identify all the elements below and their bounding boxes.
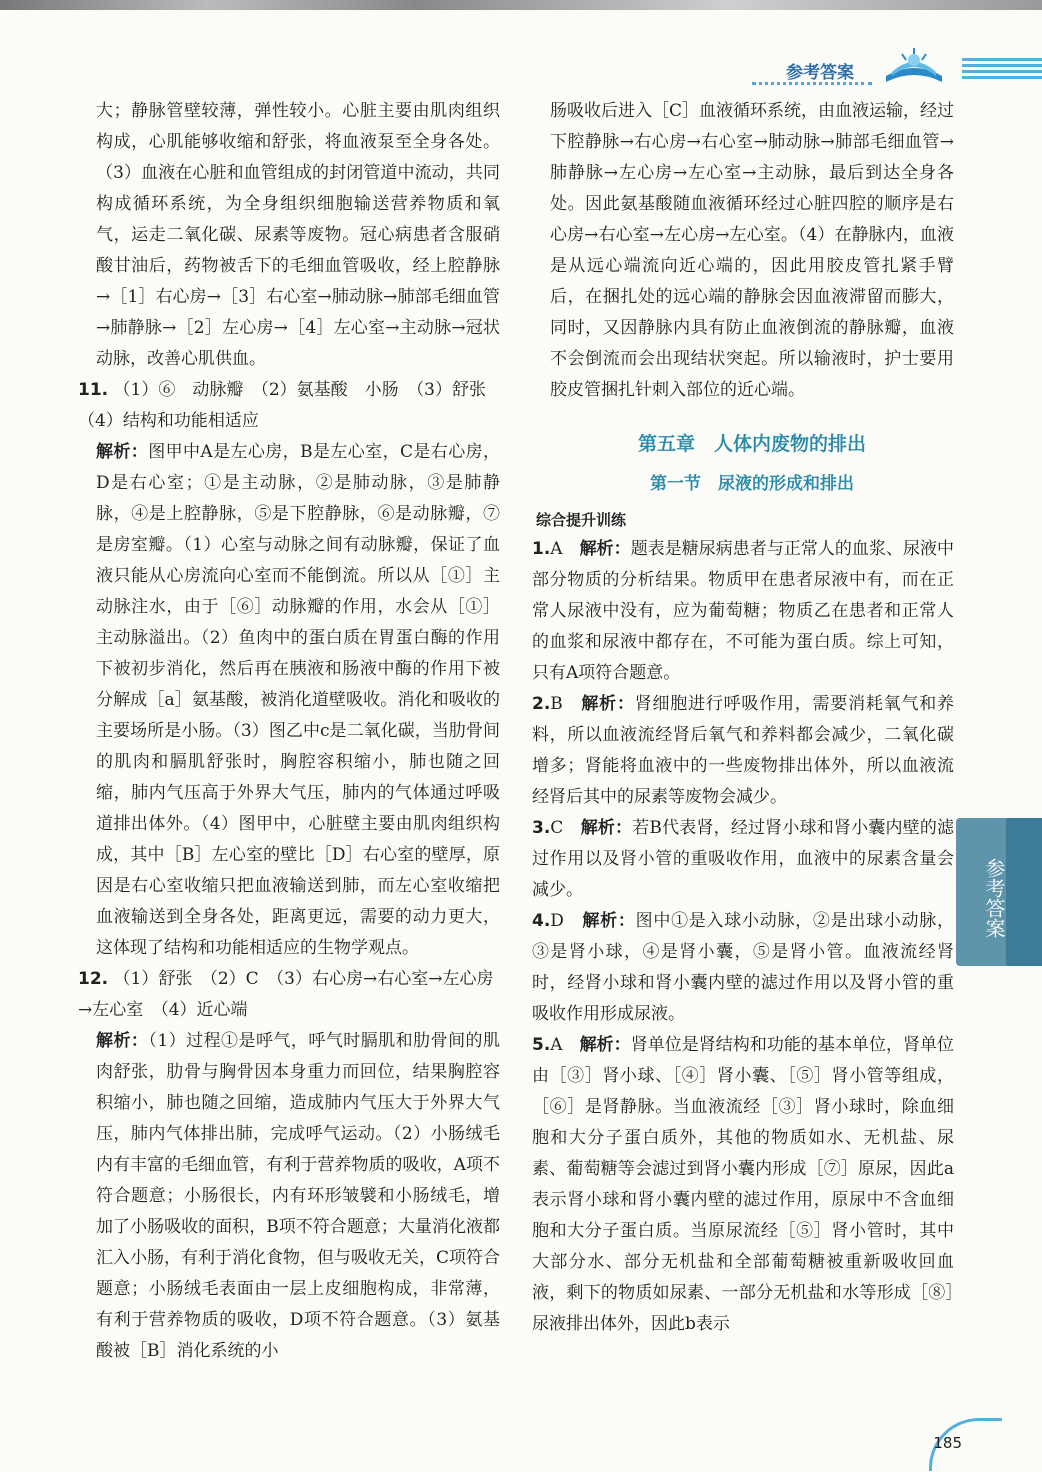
list-item xyxy=(532,689,954,813)
header-stripes xyxy=(962,58,1042,82)
item-number: 2. xyxy=(532,694,551,714)
item-number: 4. xyxy=(532,911,551,931)
explanation-text: 图甲中A是左心房，B是左心室，C是右心房，D是右心室；①是主动脉，②是肺动脉，③是肺静脉，④是上腔静脉，⑤是下腔静脉，⑥是动脉瓣，⑦是房室瓣。（1）心室与动脉之间有动脉瓣，保证了血液只能从心房流向心室而不能倒流。所以从［①］主动脉注水，由于［⑥］动脉瓣的作用，水会从［①］主动脉溢出。（2）鱼肉中的蛋白质在胃蛋白酶的作用下被初步消化，然后再在胰液和肠液中酶的作用下被分解成［a］氨基酸，被消化道壁吸收。消化和吸收的主要场所是小肠。（3）图乙中c是二氧化碳，当肋骨间的肌肉和膈肌舒张时，胸腔容积缩小，肺也随之回缩，肺内气压高于外界大气压，肺内的气体通过呼吸道排出体外。（4）图甲中，心脏壁主要由肌肉组织构成，其中［B］左心室的壁比［D］右心室的壁厚，原因是右心室收缩只把血液输送到肺，而左心室收缩把血液输送到全身各处，距离更远，需要的动力更大，这体现了结构和功能相适应的生物学观点。 xyxy=(96,442,500,958)
explanation-label: 解析： xyxy=(96,442,149,462)
item-answer: C xyxy=(550,818,564,838)
chapter-title: 第五章 人体内废物的排出 xyxy=(637,433,866,455)
page-number: 185 xyxy=(933,1434,962,1452)
header-label: 参考答案 xyxy=(786,63,854,83)
explanation-text: 肾细胞进行呼吸作用，需要消耗氧气和养料，所以血液流经肾后氧气和养料都会减少，二氧化碳增多；肾能将血液中的一些废物排出体外，所以血液流经肾后其中的尿素等废物会减少。 xyxy=(532,694,955,807)
explanation-text: （1）过程①是呼气，呼气时膈肌和肋骨间的肌肉舒张，肋骨与胸骨因本身重力而回位，结果胸腔容积缩小，肺也随之回缩，造成肺内气压大于外界大气压，肺内气体排出肺，完成呼气运动。（2）小肠绒毛内有丰富的毛细血管，有利于营养物质的吸收，A项不符合题意；小肠很长，内有环形皱襞和小肠绒毛，增加了小肠吸收的面积，B项不符合题意；大量消化液都汇入小肠，有利于消化食物，但与吸收无关，C项符合题意；小肠绒毛表面由一层上皮细胞构成，非常薄，有利于营养物质的吸收，D项不符合题意。（3）氨基酸被［B］消化系统的小 xyxy=(96,1031,501,1361)
item-answer: B xyxy=(550,694,563,714)
list-item xyxy=(532,534,954,689)
explanation-text: 图中①是入球小动脉，②是出球小动脉，③是肾小球，④是肾小囊，⑤是肾小管。血液流经肾时，经肾小球和肾小囊内壁的滤过作用以及肾小管的重吸收作用形成尿液。 xyxy=(532,911,955,1024)
answer-text: （1）舒张 （2）C （3）右心房→右心室→左心房→左心室 （4）近心端 xyxy=(78,969,494,1020)
paragraph: 大；静脉管壁较薄，弹性较小。心脏主要由肌肉组织构成，心肌能够收缩和舒张，将血液泵至全身各处。（3）血液在心脏和血管组成的封闭管道中流动，共同构成循环系统，为全身组织细胞输送营养物质和氧气，运走二氧化碳、尿素等废物。冠心病患者含服硝酸甘油后，药物被舌下的毛细血管吸收，经上腔静脉→［1］右心房→［3］右心室→肺动脉→肺部毛细血管→肺静脉→［2］左心房→［4］左心室→主动脉→冠状动脉，改善心肌供血。 xyxy=(96,101,500,369)
explanation-label: 解析： xyxy=(582,911,636,931)
question-number: 12. xyxy=(78,969,109,989)
page-header xyxy=(752,52,982,92)
subheading: 综合提升训练 xyxy=(536,511,627,529)
list-item xyxy=(532,1030,954,1340)
explanation-text: 肾单位是肾结构和功能的基本单位，肾单位由［③］肾小球、［④］肾小囊、［⑤］肾小管等组成，［⑥］是肾静脉。当血液流经［③］肾小球时，除血细胞和大分子蛋白质外，其他的物质如水、无机盐、尿素、葡萄糖等会滤过到肾小囊内形成［⑦］原尿，因此a表示肾小球和肾小囊内壁的滤过作用，原尿中不含血细胞和大分子蛋白质。当原尿流经［⑤］肾小管时，其中大部分水、部分无机盐和全部葡萄糖被重新吸收回血液，剩下的物质如尿素、一部分无机盐和水等形成［⑧］尿液排出体外，因此b表示 xyxy=(532,1035,955,1334)
explanation-text: 题表是糖尿病患者与正常人的血浆、尿液中部分物质的分析结果。物质甲在患者尿液中有，而在正常人尿液中没有，应为葡萄糖；物质乙在患者和正常人的血浆和尿液中都存在，不可能为蛋白质。综上可知，只有A项符合题意。 xyxy=(532,539,955,683)
explanation-label: 解析： xyxy=(96,1031,149,1051)
left-column xyxy=(78,96,503,1367)
explanation-label: 解析： xyxy=(580,818,633,838)
explanation-label: 解析： xyxy=(581,694,635,714)
item-number: 3. xyxy=(532,818,551,838)
question-number: 11. xyxy=(78,380,109,400)
explanation-11 xyxy=(96,437,500,964)
item-answer: A xyxy=(550,539,563,559)
right-column xyxy=(532,96,955,1340)
top-edge-band xyxy=(0,0,1042,10)
answer-11 xyxy=(78,375,503,437)
item-answer: A xyxy=(550,1035,563,1055)
explanation-12 xyxy=(96,1026,500,1367)
item-number: 1. xyxy=(532,539,551,559)
list-item xyxy=(532,813,954,906)
side-tab-answers: 参考答案 xyxy=(956,818,1006,966)
item-number: 5. xyxy=(532,1035,551,1055)
item-answer: D xyxy=(550,911,564,931)
answer-12 xyxy=(78,964,500,1026)
paragraph: 肠吸收后进入［C］血液循环系统，由血液运输，经过下腔静脉→右心房→右心室→肺动脉→肺部毛细血管→肺静脉→左心房→左心室→主动脉，最后到达全身各处。因此氨基酸随血液循环经过心脏四腔的顺序是右心房→右心室→左心房→左心室。（4）在静脉内，血液是从远心端流向近心端的，因此用胶皮管扎紧手臂后，在捆扎处的远心端的静脉会因血液滞留而膨大，同时，又因静脉内具有防止血液倒流的静脉瓣，血液不会倒流而会出现结状突起。所以输液时，护士要用胶皮管捆扎针刺入部位的近心端。 xyxy=(550,101,955,400)
explanation-text: 若B代表肾，经过肾小球和肾小囊内壁的滤过作用以及肾小管的重吸收作用，血液中的尿素含量会减少。 xyxy=(532,818,955,900)
explanation-label: 解析： xyxy=(579,539,631,559)
section-title: 第一节 尿液的形成和排出 xyxy=(650,474,854,494)
answer-text: （1）⑥ 动脉瓣 （2）氨基酸 小肠 （3）舒张 （4）结构和功能相适应 xyxy=(78,380,503,431)
list-item xyxy=(532,906,954,1030)
explanation-label: 解析： xyxy=(579,1035,631,1055)
book-icon xyxy=(882,46,946,88)
